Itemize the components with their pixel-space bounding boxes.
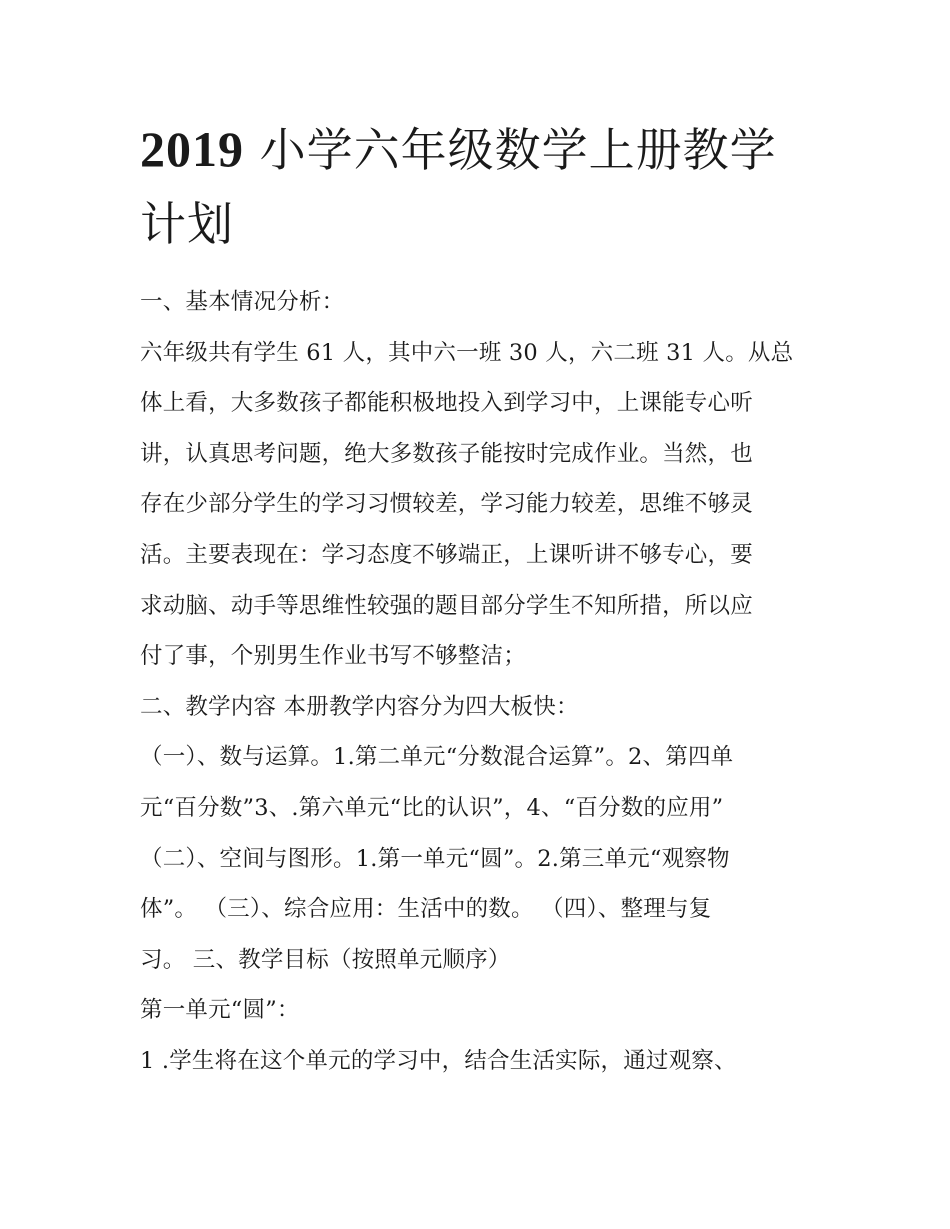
- unit-heading-circle: 第一单元“圆”：: [140, 997, 300, 1024]
- title-line1-text: 小学六年级数学上册教学: [244, 123, 777, 177]
- paragraph-line: 体”。 （三）、综合应用：生活中的数。 （四）、整理与复: [140, 896, 712, 923]
- paragraph-line: （一）、数与运算。1.第二单元“分数混合运算”。2、第四单: [140, 744, 734, 771]
- document-title: [140, 112, 830, 261]
- paragraph-line: 求动脑、动手等思维性较强的题目部分学生不知所措，所以应: [140, 592, 753, 619]
- paragraph-line: 六年级共有学生 61 人，其中六一班 30 人，六二班 31 人。从总: [140, 339, 794, 366]
- paragraph-line: 活。主要表现在：学习态度不够端正，上课听讲不够专心，要: [140, 541, 753, 568]
- paragraph-line: 讲，认真思考问题，绝大多数孩子能按时完成作业。当然，也: [140, 440, 753, 467]
- paragraph-line: 存在少部分学生的学习习惯较差，学习能力较差，思维不够灵: [140, 491, 753, 518]
- paragraph-line: 体上看，大多数孩子都能积极地投入到学习中，上课能专心听: [140, 390, 753, 417]
- title-year: 2019: [140, 121, 244, 177]
- paragraph-line: 元“百分数”3、.第六单元“比的认识”，4、“百分数的应用”: [140, 794, 724, 821]
- document-body: [140, 277, 830, 1087]
- paragraph-line: 付了事，个别男生作业书写不够整洁；: [140, 643, 526, 670]
- title-line2-text: 计划: [140, 197, 234, 251]
- section-heading-teaching-content: 二、教学内容 本册教学内容分为四大板快：: [140, 693, 579, 720]
- paragraph-line: 1 .学生将在这个单元的学习中，结合生活实际，通过观察、: [140, 1047, 737, 1074]
- section-heading-basic-analysis: 一、基本情况分析：: [140, 289, 345, 315]
- paragraph-line: （二）、空间与图形。1.第一单元“圆”。2.第三单元“观察物: [140, 845, 730, 872]
- paragraph-line: 习。 三、教学目标（按照单元顺序）: [140, 946, 511, 973]
